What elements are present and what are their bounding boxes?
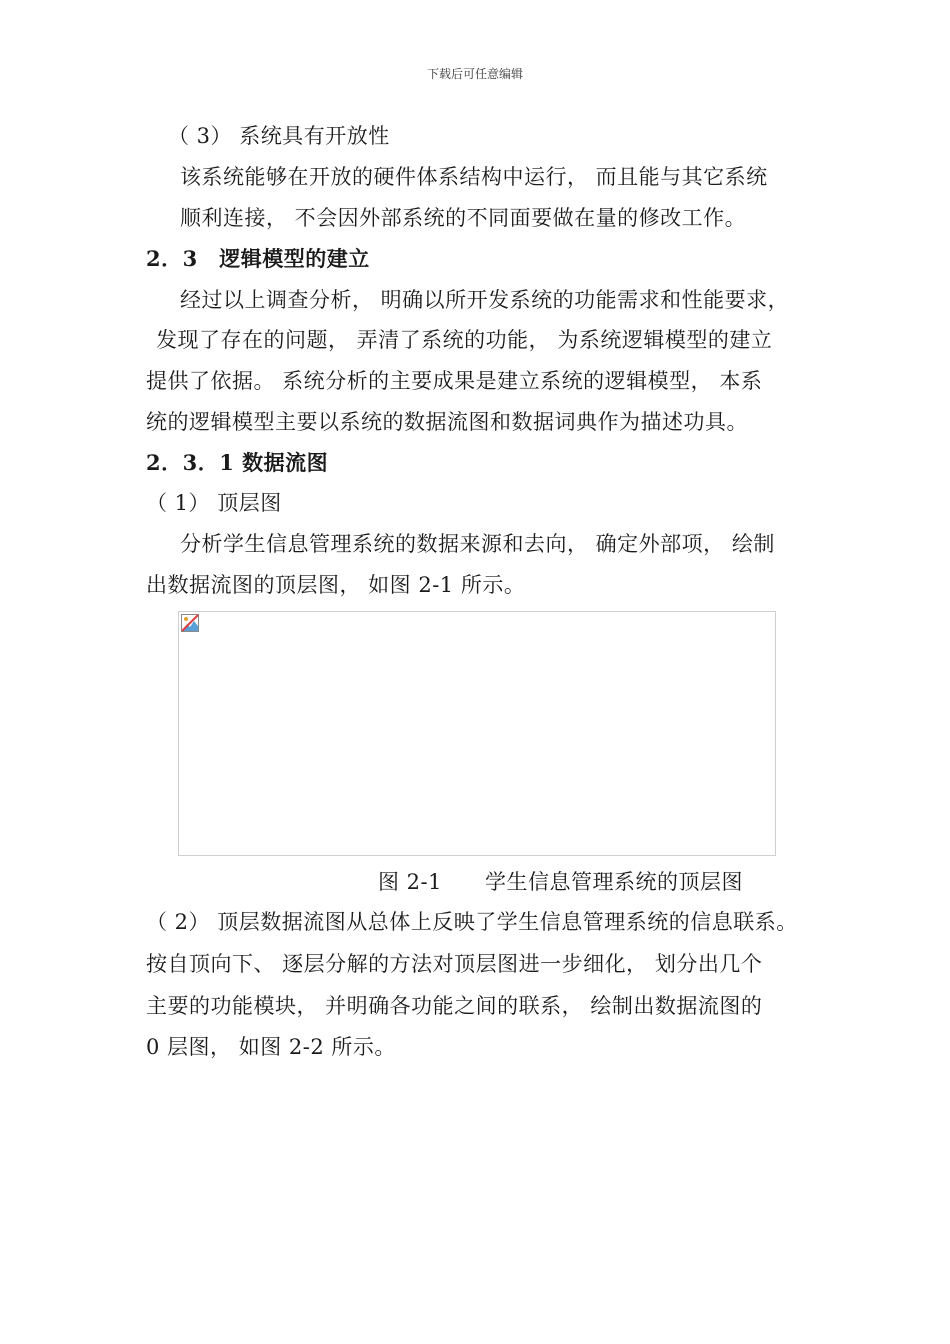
sub1-paragraph-line: 分析学生信息管理系统的数据来源和去向， 确定外部项， 绘制 <box>180 532 775 556</box>
sub2-paragraph-line: 0 层图， 如图 2-2 所示。 <box>146 1035 396 1059</box>
page-header: 下载后可任意编辑 <box>426 67 523 81</box>
section-2-3-paragraph-line: 发现了存在的问题， 弄清了系统的功能， 为系统逻辑模型的建立 <box>156 328 773 352</box>
item3-paragraph-line: 顺利连接， 不会因外部系统的不同面要做在量的修改工作。 <box>180 206 747 230</box>
section-2-3-paragraph-line: 统的逻辑模型主要以系统的数据流图和数据词典作为描述功具。 <box>146 410 748 434</box>
item3-title: （ 3） 系统具有开放性 <box>168 124 390 148</box>
sub2-paragraph-line: 按自顶向下、 逐层分解的方法对顶层图进一步细化， 划分出几个 <box>146 952 763 976</box>
item3-paragraph-line: 该系统能够在开放的硬件体系结构中运行， 而且能与其它系统 <box>180 165 768 189</box>
sub1-paragraph-line: 出数据流图的顶层图， 如图 2-1 所示。 <box>146 573 526 597</box>
figure-2-1-image <box>178 611 776 856</box>
sub2-paragraph-line: （ 2） 顶层数据流图从总体上反映了学生信息管理系统的信息联系。 <box>146 910 798 934</box>
broken-image-icon <box>181 614 199 632</box>
section-2-3-paragraph-line: 提供了依据。 系统分析的主要成果是建立系统的逻辑模型， 本系 <box>146 369 763 393</box>
section-2-3-paragraph-line: 经过以上调查分析， 明确以所开发系统的功能需求和性能要求， <box>180 288 790 312</box>
section-2-3-1-heading: 2．3．1 数据流图 <box>146 450 329 475</box>
sub1-title: （ 1） 顶层图 <box>146 491 282 515</box>
sub2-paragraph-line: 主要的功能模块， 并明确各功能之间的联系， 绘制出数据流图的 <box>146 994 763 1018</box>
section-2-3-heading: 2．3 逻辑模型的建立 <box>146 246 370 271</box>
figure-caption: 图 2-1 学生信息管理系统的顶层图 <box>378 870 743 894</box>
